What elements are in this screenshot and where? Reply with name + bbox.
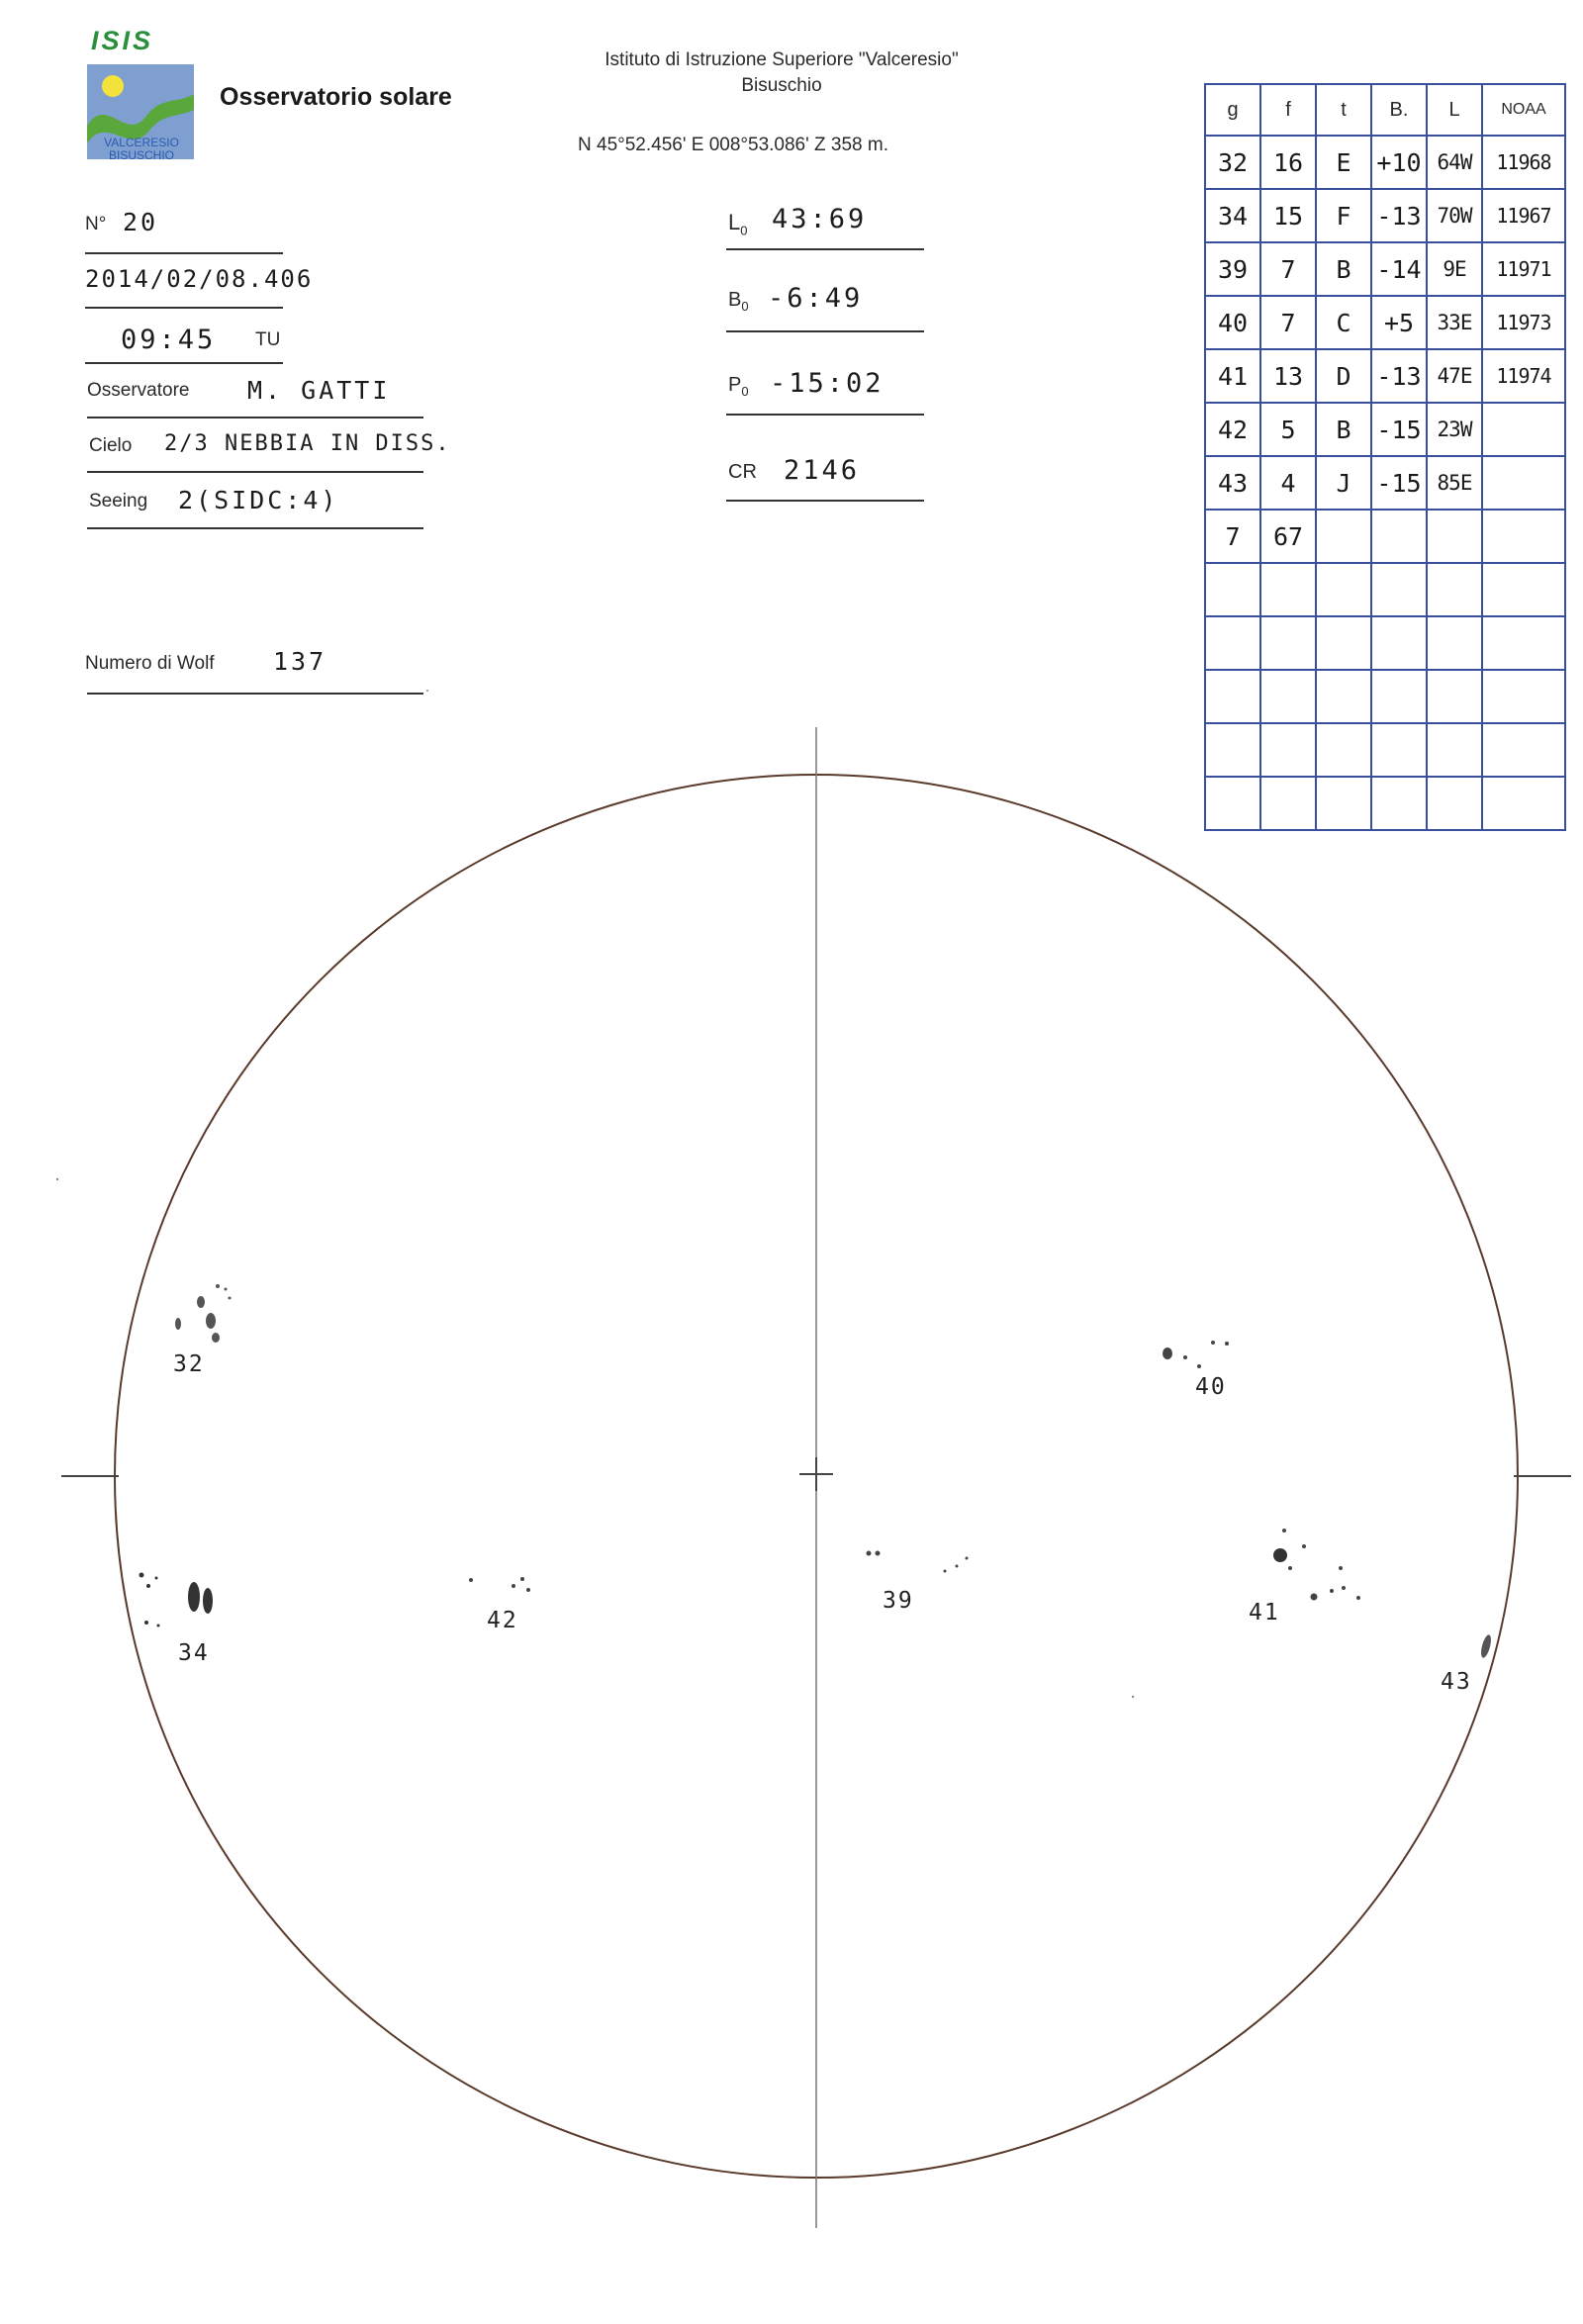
cr-label: CR [728,461,757,483]
sunspot-group-32 [175,1284,232,1343]
cell-t: J [1316,456,1371,510]
header-g: g [1205,84,1260,136]
date-value: 2014/02/08.406 [85,265,314,293]
header-f: f [1260,84,1316,136]
p0-subscript: 0 [741,384,749,399]
sunspot-group-41 [1273,1529,1360,1601]
wolf-label: Numero di Wolf [85,653,215,674]
logo-subtitle-line1: VALCERESIO [104,136,179,149]
cell-b: -14 [1371,242,1427,296]
cell-f: 7 [1260,296,1316,349]
observer-label: Osservatore [87,380,190,401]
sunspot-group-39 [867,1551,969,1573]
cell-g: 7 [1205,510,1260,563]
wolf-value: 137 [273,647,327,676]
sunspot-group-42 [469,1577,530,1592]
cell-f: 7 [1260,242,1316,296]
cell-l: 64W [1427,136,1482,189]
seeing-value: 2(SIDC:4) [178,486,339,514]
spot-label-34: 34 [178,1640,210,1666]
cell-l: 9E [1427,242,1482,296]
institute-name: Istituto di Istruzione Superiore "Valceresio" [605,49,959,70]
header-l: L [1427,84,1482,136]
cell-f: 13 [1260,349,1316,403]
header-noaa: NOAA [1482,84,1565,136]
observatory-title: Osservatorio solare [220,83,452,111]
cell-l: 23W [1427,403,1482,456]
cell-g: 43 [1205,456,1260,510]
cell-f: 5 [1260,403,1316,456]
logo-title: ISIS [91,26,154,55]
sky-value: 2/3 NEBBIA IN DISS. [164,431,451,456]
stray-specks [56,690,1134,1698]
cell-noaa: 11968 [1482,136,1565,189]
cell-noaa: 11971 [1482,242,1565,296]
cell-g: 39 [1205,242,1260,296]
l0-letter: L [728,210,741,234]
cell-noaa: 11973 [1482,296,1565,349]
cell-t: E [1316,136,1371,189]
cell-f: 16 [1260,136,1316,189]
cell-t: F [1316,189,1371,242]
header-t: t [1316,84,1371,136]
p0-value: -15:02 [770,368,885,399]
spot-label-42: 42 [487,1608,518,1633]
cell-noaa: 11967 [1482,189,1565,242]
spot-label-41: 41 [1249,1600,1280,1626]
cell-g: 41 [1205,349,1260,403]
header-b: B. [1371,84,1427,136]
cell-t: B [1316,242,1371,296]
b0-letter: B [728,289,742,311]
sunspot-group-34 [140,1573,214,1627]
cell-b: -13 [1371,349,1427,403]
cell-t: D [1316,349,1371,403]
cell-f: 15 [1260,189,1316,242]
spot-label-40: 40 [1195,1374,1227,1400]
cell-b: +10 [1371,136,1427,189]
l0-value: 43:69 [772,204,868,234]
time-value: 09:45 [121,325,217,355]
b0-subscript: 0 [741,299,749,314]
cell-l: 70W [1427,189,1482,242]
cell-b: +5 [1371,296,1427,349]
observatory-coordinates: N 45°52.456' E 008°53.086' Z 358 m. [578,135,888,155]
sunspot-group-43 [1479,1633,1493,1658]
observer-value: M. GATTI [247,376,391,405]
p0-letter: P [728,374,742,396]
spot-label-39: 39 [883,1588,914,1614]
sunspot-group-40 [1163,1341,1229,1368]
cell-g: 42 [1205,403,1260,456]
seeing-label: Seeing [89,491,148,511]
sky-label: Cielo [89,435,133,456]
cr-value: 2146 [784,455,861,486]
number-value: 20 [123,208,159,236]
cell-t: C [1316,296,1371,349]
cell-l: 85E [1427,456,1482,510]
logo-subtitle-line2: BISUSCHIO [108,148,174,162]
cell-noaa: 11974 [1482,349,1565,403]
spot-label-43: 43 [1441,1669,1472,1695]
b0-value: -6:49 [768,283,864,314]
cell-b: -15 [1371,456,1427,510]
cell-l: 33E [1427,296,1482,349]
number-label: N° [85,214,107,234]
institute-town: Bisuschio [741,75,822,96]
cell-b: -13 [1371,189,1427,242]
cell-l: 47E [1427,349,1482,403]
cell-g: 40 [1205,296,1260,349]
cell-f: 67 [1260,510,1316,563]
time-unit: TU [255,329,281,350]
spot-label-32: 32 [173,1351,205,1377]
cell-g: 34 [1205,189,1260,242]
cell-b: -15 [1371,403,1427,456]
cell-g: 32 [1205,136,1260,189]
cell-f: 4 [1260,456,1316,510]
cell-t: B [1316,403,1371,456]
l0-subscript: 0 [740,223,748,238]
